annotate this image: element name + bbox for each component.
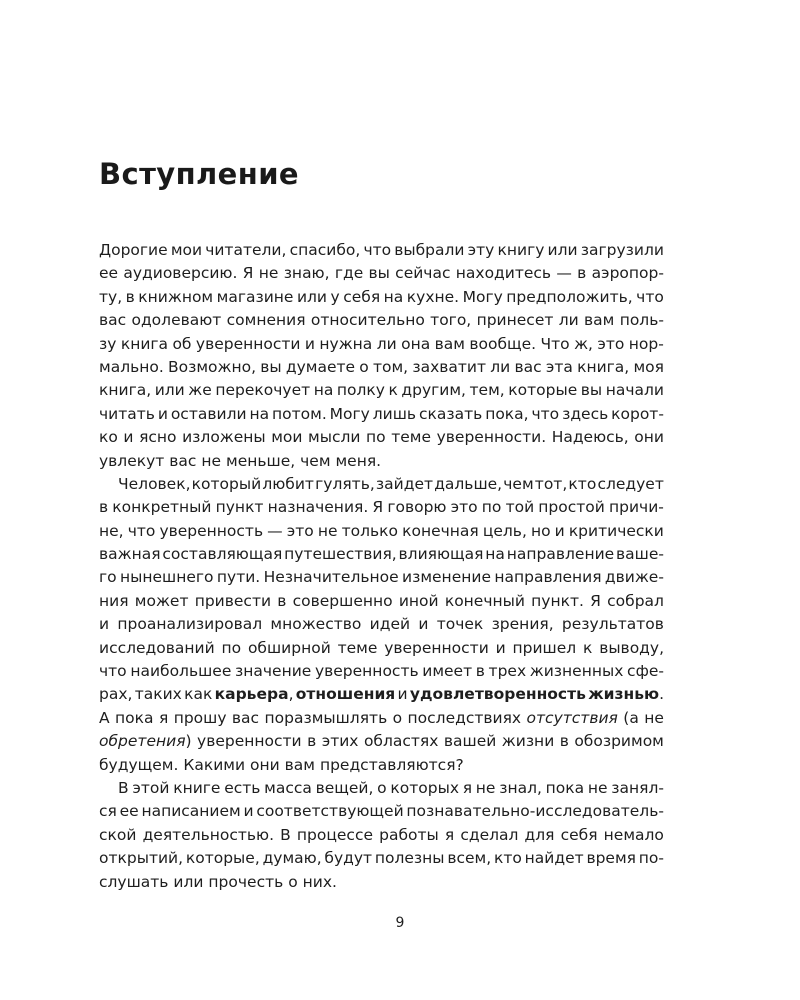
body-text	[99, 239, 664, 894]
text-line: ской деятельностью. В процессе работы я сделал для себя немало	[99, 825, 664, 844]
text-line: ко и ясно изложены мои мысли по теме уверенности. Надеюсь, они	[99, 428, 664, 447]
text-line: что наибольшее значение уверенность имеет в трех жизненных сфе-	[99, 662, 664, 681]
text-line: мально. Возможно, вы думаете о том, захватит ли вас эта книга, моя	[99, 357, 664, 376]
text-line: не, что уверенность — это не только конечная цель, но и критически	[99, 521, 664, 540]
text-line: открытий, которые, думаю, будут полезны всем, кто найдет время по-	[99, 849, 664, 868]
text-line: и проанализировал множество идей и точек зрения, результатов	[99, 615, 664, 634]
text-line: го нынешнего пути. Незначительное изменение направления движе-	[99, 568, 664, 587]
text-line: вас одолевают сомнения относительно того, принесет ли вам поль-	[99, 311, 664, 330]
text-line: ту, в книжном магазине или у себя на кухне. Могу предположить, что	[99, 287, 664, 306]
text-line: увлекут вас не меньше, чем меня.	[99, 451, 382, 470]
text-line: ния может привести в совершенно иной конечный пункт. Я собрал	[99, 591, 664, 610]
text-line: ее аудиоверсию. Я не знаю, где вы сейчас находитесь — в аэропор-	[99, 264, 664, 283]
text-line: Человек, который любит гулять, зайдет дальше, чем тот, кто следует	[118, 474, 664, 493]
text-line: обретения) уверенности в этих областях вашей жизни в обозримом	[99, 732, 664, 751]
page-number: 9	[395, 915, 405, 931]
text-line: рах, таких как карьера, отношения и удовлетворенность жизнью.	[99, 685, 664, 704]
text-line: зу книга об уверенности и нужна ли она вам вообще. Что ж, это нор-	[99, 334, 664, 353]
text-line: в конкретный пункт назначения. Я говорю это по той простой причи-	[99, 498, 664, 517]
page-title: Вступление	[99, 157, 299, 191]
text-line: книга, или же перекочует на полку к другим, тем, которые вы начали	[99, 381, 664, 400]
text-line: ся ее написанием и соответствующей познавательно-исследователь-	[99, 802, 664, 821]
text-line: исследований по обширной теме уверенности и пришел к выводу,	[99, 638, 664, 657]
text-line: читать и оставили на потом. Могу лишь сказать пока, что здесь корот-	[99, 404, 664, 423]
text-line: Дорогие мои читатели, спасибо, что выбрали эту книгу или загрузили	[99, 241, 664, 259]
text-line: В этой книге есть масса вещей, о которых я не знал, пока не занял-	[118, 778, 664, 797]
text-line: важная составляющая путешествия, влияющая на направление ваше-	[99, 545, 664, 564]
text-line: А пока я прошу вас поразмышлять о последствиях отсутствия (а не	[99, 708, 664, 727]
text-line: будущем. Какими они вам представляются?	[99, 755, 464, 774]
text-line: слушать или прочесть о них.	[99, 872, 337, 891]
